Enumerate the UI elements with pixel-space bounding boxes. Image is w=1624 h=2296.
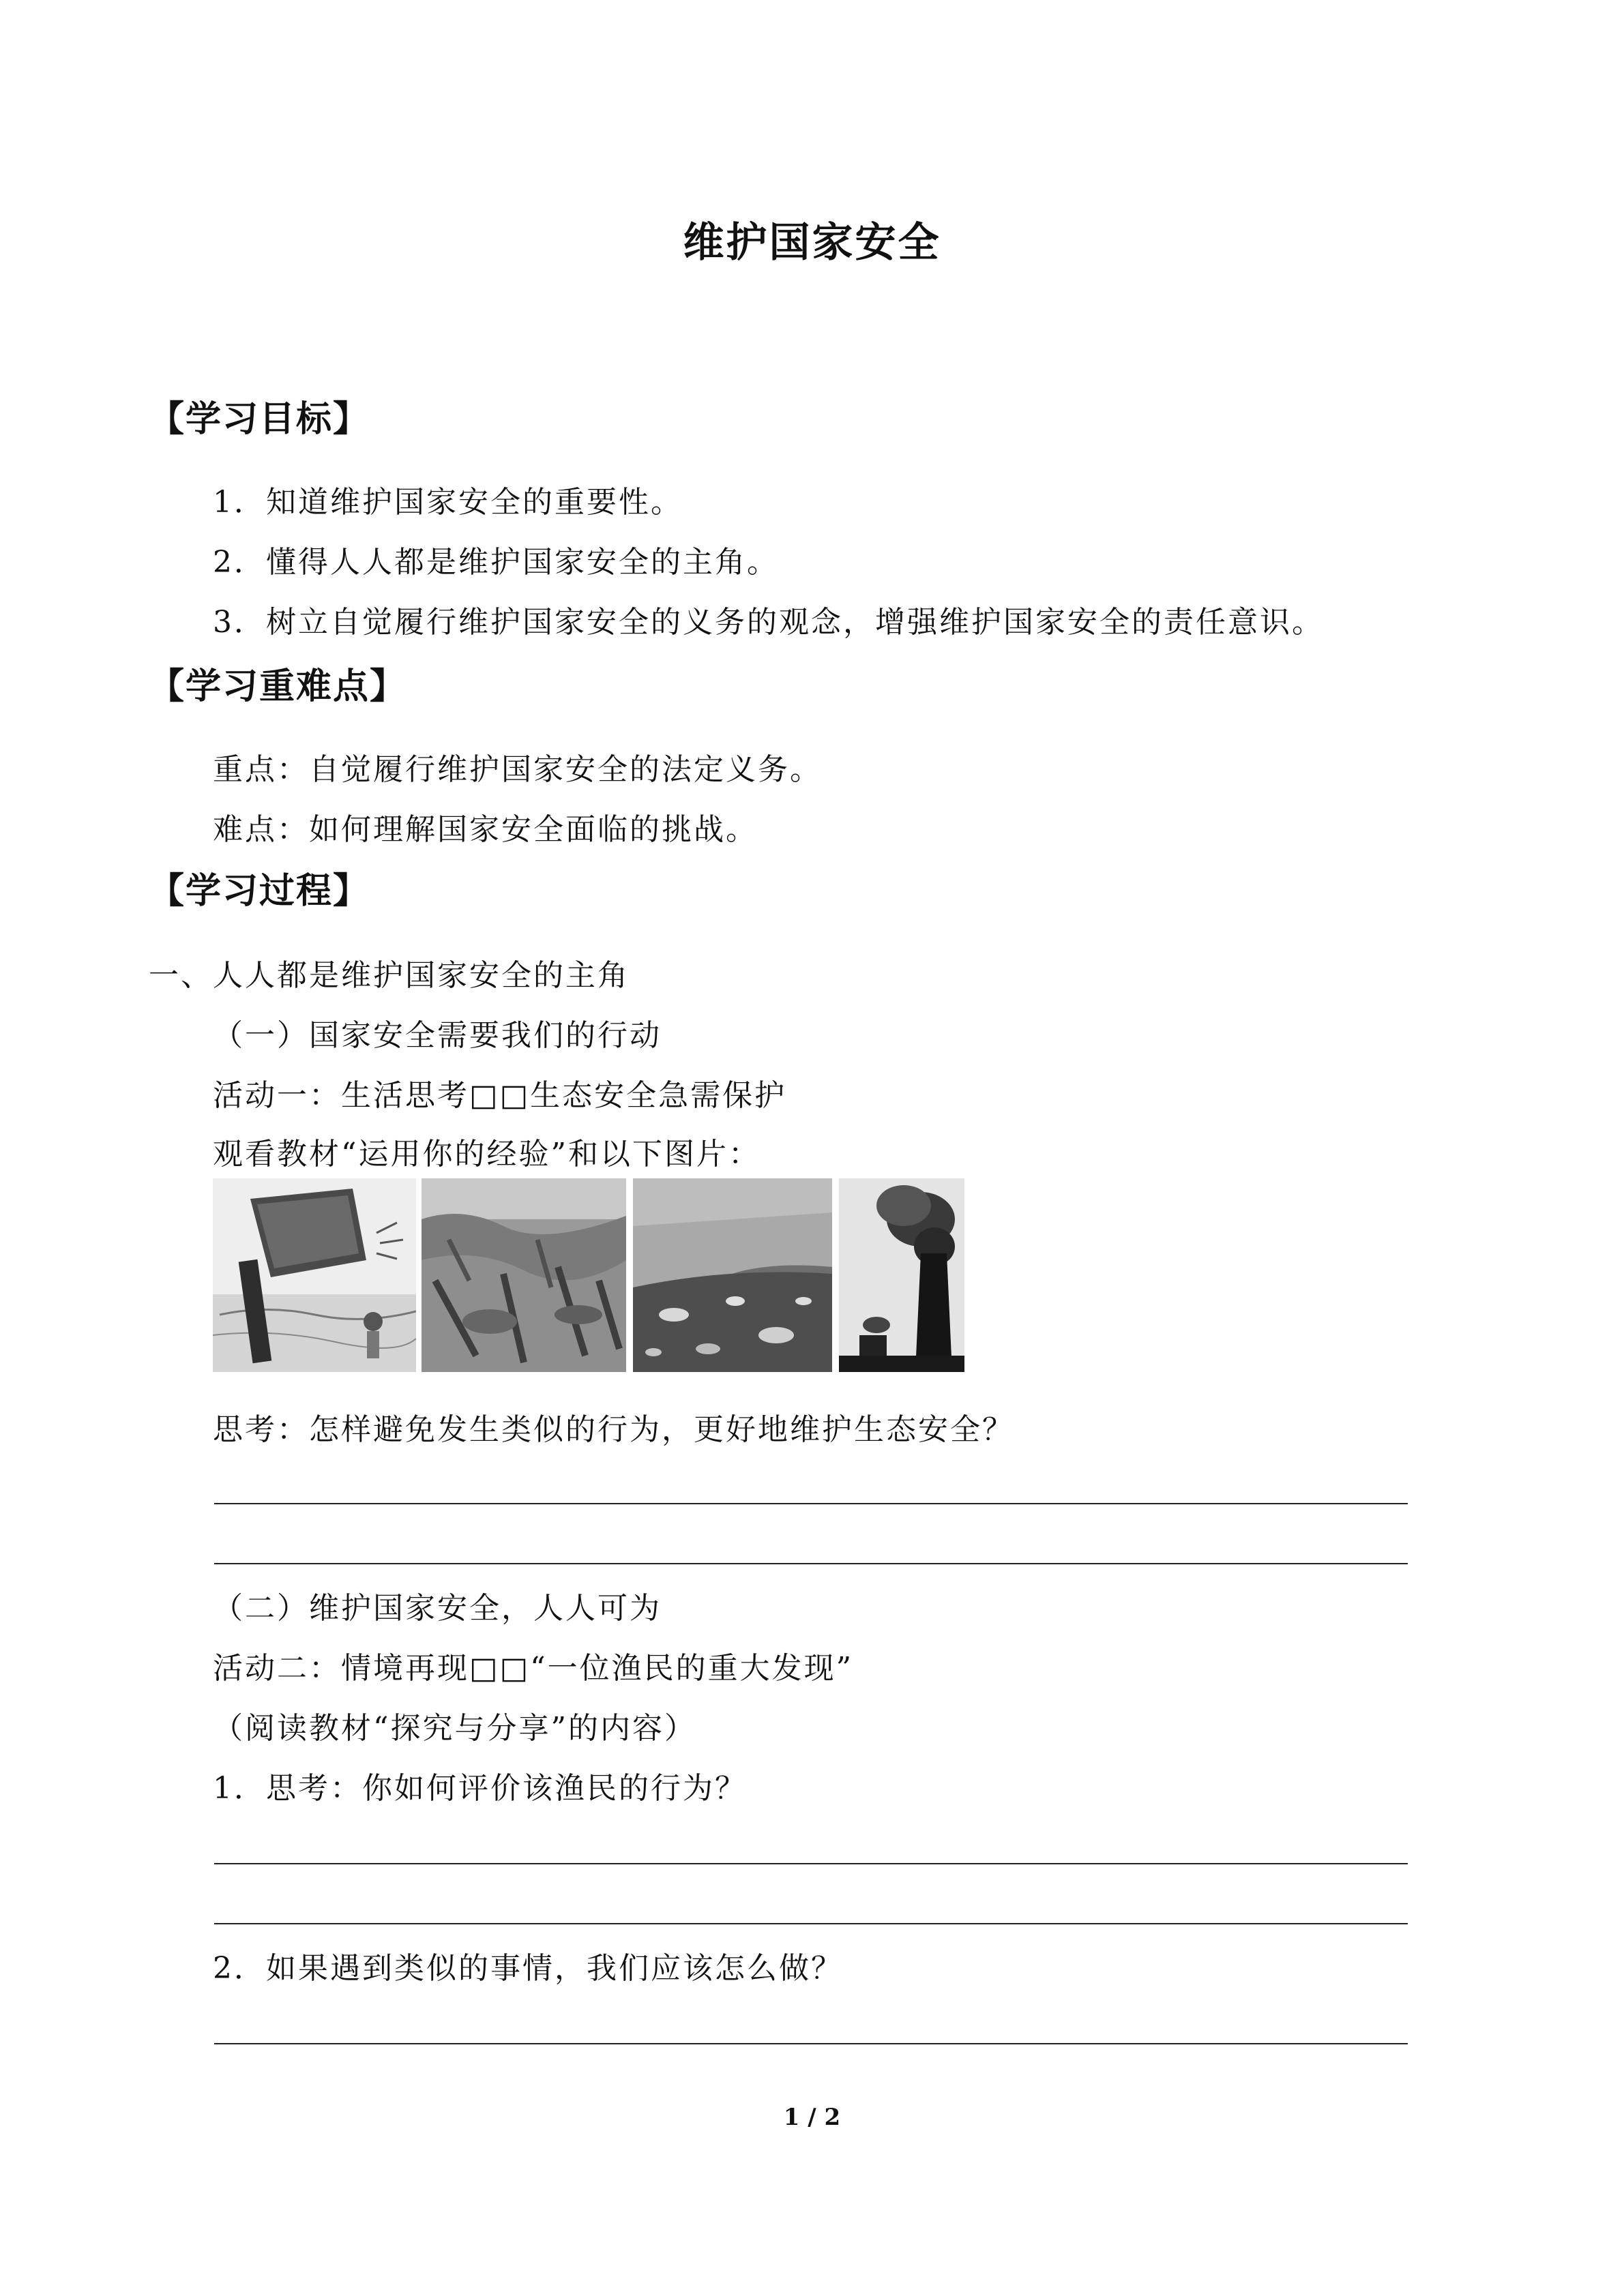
activity-two-title: 活动二：情境再现□□“一位渔民的重大发现” xyxy=(213,1651,854,1686)
eroded-land-image xyxy=(422,1178,626,1372)
answer-line xyxy=(214,2043,1408,2044)
difficult-point: 难点：如何理解国家安全面临的挑战。 xyxy=(213,812,758,847)
answer-line xyxy=(214,1863,1408,1864)
axe-cartoon-image xyxy=(213,1178,416,1372)
goals-heading: 【学习目标】 xyxy=(149,398,370,440)
key-points-heading: 【学习重难点】 xyxy=(149,666,407,707)
process-heading: 【学习过程】 xyxy=(149,870,370,912)
activity-one-intro: 观看教材“运用你的经验”和以下图片： xyxy=(213,1137,761,1172)
activity-one-question: 思考：怎样避免发生类似的行为，更好地维护生态安全？ xyxy=(213,1412,1014,1447)
question-2: 2．如果遇到类似的事情，我们应该怎么做？ xyxy=(213,1951,843,1986)
sub-section-one: （一）国家安全需要我们的行动 xyxy=(213,1018,662,1053)
page-title: 维护国家安全 xyxy=(683,219,941,267)
question-1: 1．思考：你如何评价该渔民的行为？ xyxy=(213,1771,747,1806)
smokestack-image xyxy=(839,1178,964,1372)
goal-item-3: 3．树立自觉履行维护国家安全的义务的观念，增强维护国家安全的责任意识。 xyxy=(213,605,1324,640)
part-one-title: 一、人人都是维护国家安全的主角 xyxy=(149,958,630,993)
answer-line xyxy=(214,1503,1408,1504)
sub-section-two: （二）维护国家安全，人人可为 xyxy=(213,1591,662,1626)
goal-item-1: 1．知道维护国家安全的重要性。 xyxy=(213,485,683,520)
answer-line xyxy=(214,1923,1408,1924)
page-number: 1 / 2 xyxy=(783,2104,841,2131)
key-point: 重点：自觉履行维护国家安全的法定义务。 xyxy=(213,752,822,787)
goal-item-2: 2．懂得人人都是维护国家安全的主角。 xyxy=(213,545,779,580)
activity-one-title: 活动一：生活思考□□生态安全急需保护 xyxy=(213,1078,787,1113)
polluted-shore-image xyxy=(633,1178,832,1372)
answer-line xyxy=(214,1563,1408,1564)
activity-two-intro: （阅读教材“探究与分享”的内容） xyxy=(213,1711,696,1746)
